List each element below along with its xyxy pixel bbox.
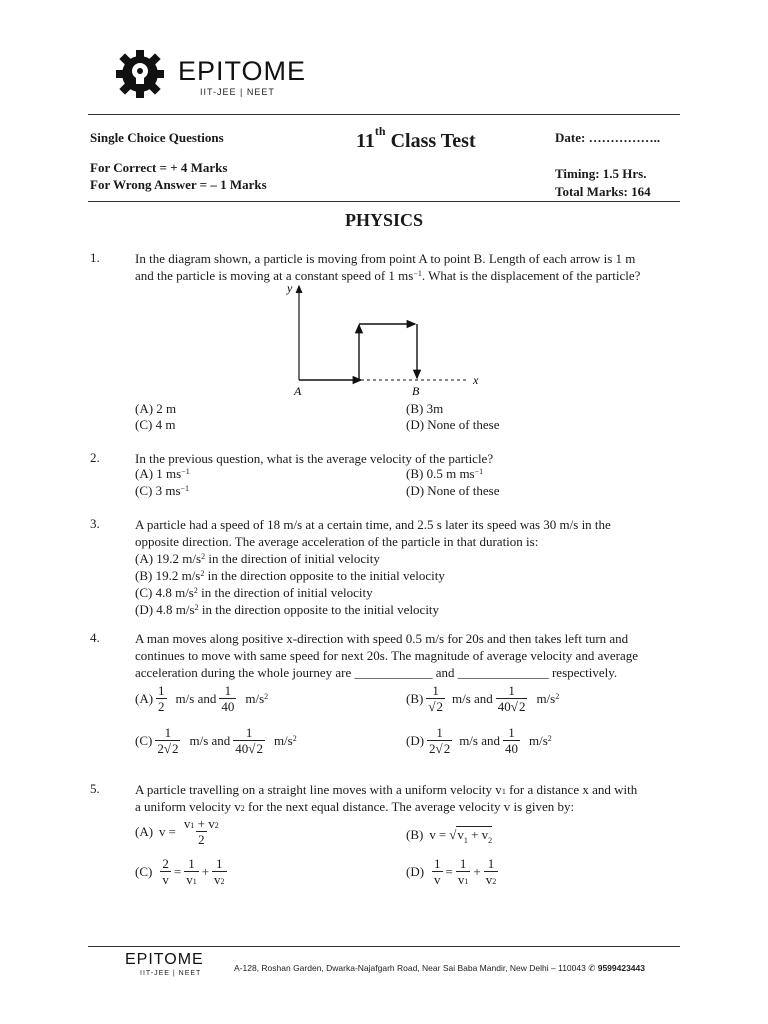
option-c: (C) 3 $ms^{-1}$: [135, 483, 190, 498]
question-2-text: In the previous question, what is the average velocity of the particle?: [135, 451, 494, 466]
header-rule-bottom: [88, 201, 680, 202]
footer-address: A-128, Roshan Garden, Dwarka-Najafgarh Road, Near Sai Baba Mandir, New Delhi – 110043 ✆ 9599423443: [234, 963, 645, 973]
option-a: (A) 2 m: [135, 401, 177, 416]
option-d: (D) $\frac{1}{v}$ = $\frac{1}{v_1}$ + $\frac{1}{v_2}$: [406, 856, 497, 887]
footer-brand-tagline: IIT-JEE | NEET: [140, 970, 202, 977]
header-rule-top: [88, 114, 680, 115]
question-5-text: A particle travelling on a straight line moves with a uniform velocity $v_1$ for a distance x and with a uniform velocity $v_2$ for the next equal distance. The average velocity v is given by:: [135, 782, 638, 814]
axis-y-label: y: [287, 282, 293, 295]
option-c: (C) $\frac{2}{v}$ = $\frac{1}{v_1}$ + $\frac{1}{v_2}$: [135, 856, 225, 887]
q1-diagram: [283, 282, 483, 397]
correct-marks: For Correct = + 4 Marks: [90, 160, 228, 175]
question-3-text: A particle had a speed of 18 m/s at a certain time, and 2.5 s later its speed was 30 m/s in the opposite direction. The average acceleration of the particle in that duration is: (A) 19.2 $m/s^2$ in the direction of initial velocity (B) 19.2 $m/s^2$ in the direction opposite to the initial velocity (C) 4.8 $m/s^2$ in the direction of initial velocity (D) 4.8 $m/s^2$ in the direction opposite to the initial velocity: [135, 516, 678, 618]
option-b: (B) $\frac{1}{√2}$ m/s and $\frac{1}{40√2}$ m/s $^2$: [406, 683, 560, 714]
option-d: (D) 4.8 $m/s^2$ in the direction opposite to the initial velocity: [135, 602, 440, 617]
question-number: 2.: [90, 450, 100, 465]
date-field: Date: ……………..: [555, 130, 661, 145]
option-b: (B) 3m: [406, 401, 444, 416]
point-b-label: B: [412, 384, 420, 397]
axis-x-label: x: [473, 373, 479, 387]
question-number: 1.: [90, 250, 100, 265]
question-1-text: In the diagram shown, a particle is moving from point A to point B. Length of each arrow is 1 m and the particle is moving at a constant speed of 1 $ms^{-1}$. What is the displacement of the particle?: [135, 251, 641, 283]
option-a: (A) $\frac{1}{2}$ m/s and $\frac{1}{40}$ m/s $^2$: [135, 683, 269, 714]
question-number: 5.: [90, 781, 100, 796]
option-b: (B) 19.2 $m/s^2$ in the direction opposite to the initial velocity: [135, 568, 445, 583]
option-a: (A) 19.2 $m/s^2$ in the direction of initial velocity: [135, 551, 380, 566]
timing: Timing: 1.5 Hrs.: [555, 166, 647, 181]
footer-brand-name: EPITOME: [125, 951, 204, 968]
gear-bulb-icon: [114, 48, 166, 100]
point-a-label: A: [294, 384, 302, 397]
option-c: (C) 4 m: [135, 417, 176, 432]
footer-rule: [88, 946, 680, 947]
wrong-marks: For Wrong Answer = – 1 Marks: [90, 177, 267, 192]
brand-name: EPITOME: [178, 56, 307, 86]
option-c: (C) 4.8 $m/s^2$ in the direction of initial velocity: [135, 585, 373, 600]
subject-heading: PHYSICS: [344, 210, 424, 230]
question-type: Single Choice Questions: [90, 130, 224, 145]
option-c: (C) $\frac{1}{2√2}$ m/s and $\frac{1}{40√2}$ m/s $^2$: [135, 725, 297, 756]
total-marks: Total Marks: 164: [555, 184, 651, 199]
brand-logo: [90, 46, 330, 104]
option-d: (D) None of these: [406, 417, 500, 432]
option-b: (B) 0.5 m $ms^{-1}$: [406, 466, 484, 481]
question-number: 3.: [90, 516, 100, 531]
brand-tagline: IIT-JEE | NEET: [200, 87, 275, 97]
option-b: (B) v = √ $v_1 + v_2$: [406, 826, 493, 845]
option-a: (A) 1 $ms^{-1}$: [135, 466, 190, 481]
option-d: (D) $\frac{1}{2√2}$ m/s and $\frac{1}{40}$ m/s $^2$: [406, 725, 552, 756]
option-a: (A) v = $\frac{v_1 + v_2}{2}$: [135, 816, 219, 847]
option-d: (D) None of these: [406, 483, 500, 498]
phone-icon: ✆: [588, 963, 596, 973]
question-number: 4.: [90, 630, 100, 645]
question-4-text: A man moves along positive x-direction with speed 0.5 m/s for 20s and then takes left turn and continues to move with same speed for next 20s. The magnitude of average velocity and average acceleration during the whole journey are ____________ and ______________ respectively.: [135, 631, 638, 680]
page-title: 11th Class Test: [356, 124, 476, 152]
